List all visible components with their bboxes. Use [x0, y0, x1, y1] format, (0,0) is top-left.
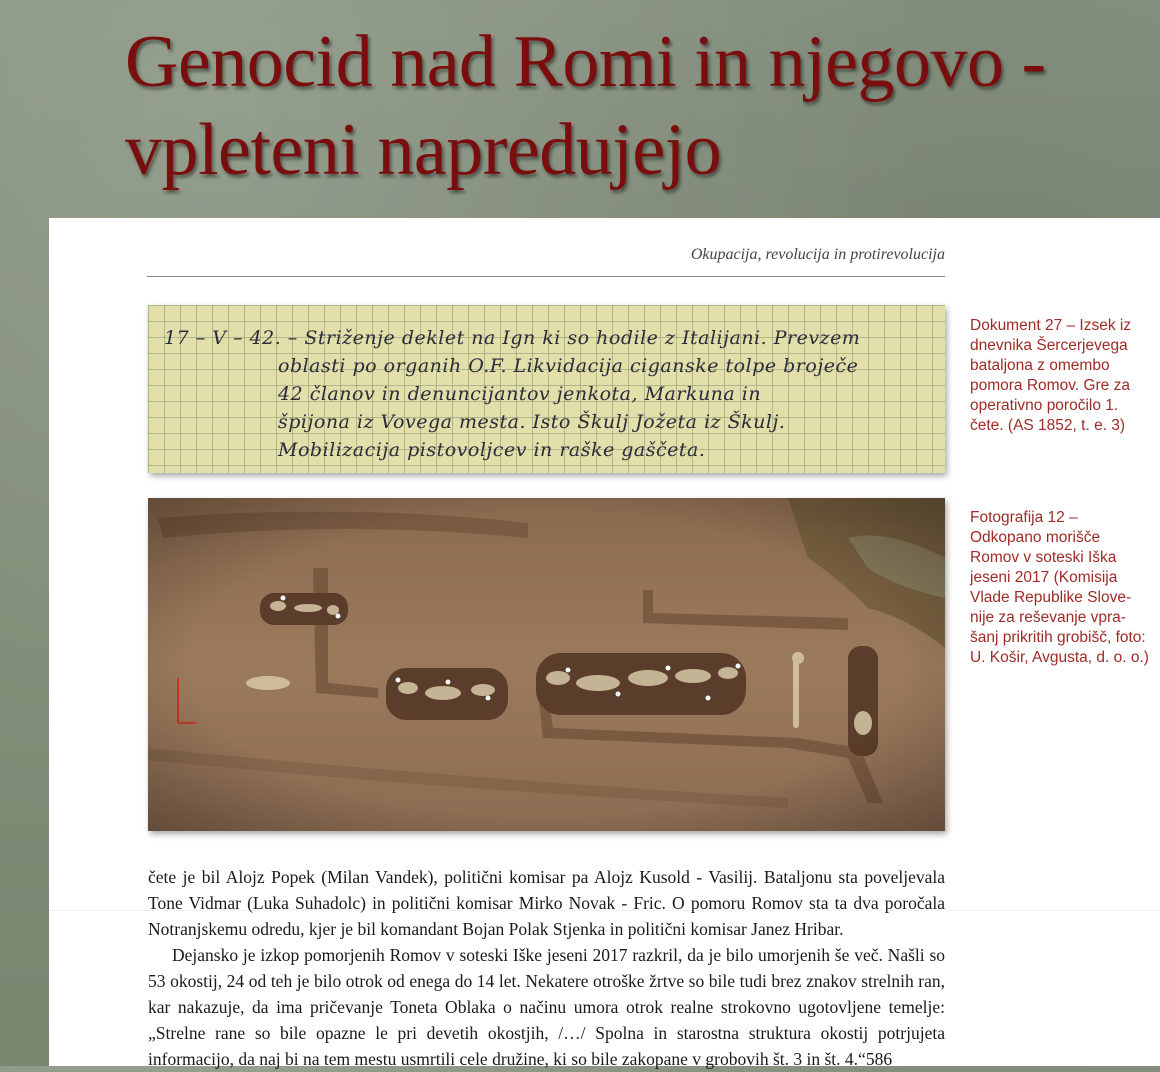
document-caption: Dokument 27 – Izsek iz dnevnika Šercerjevega bataljona z omembo pomora Romov. Gre za operativno poročilo 1. čete. (AS 1852, t. e. 3) [970, 317, 1132, 434]
paragraph: čete je bil Alojz Popek (Milan Vandek), politični komisar pa Alojz Kusold - Vasilij. Bataljonu sta poveljevala Tone Vidmar (Luka Suhadolc) in politični komisar Mirko Novak - Fric. O pomoru Romov sta ta dva poročala Notranjskemu odredu, kjer je bil komandant Bojan Polak Stjenka in politični komisar Janez Hribar. [148, 867, 945, 939]
handwritten-line: 17 – V – 42. – Striženje deklet na Ign ki so hodile z Italijani. Prevzem [164, 327, 861, 349]
handwritten-document-image [148, 305, 945, 473]
body-text [148, 864, 945, 1072]
running-head: Okupacija, revolucija in protirevolucija [690, 246, 945, 263]
handwritten-line: oblasti po organih O.F. Likvidacija ciganske tolpe broječe [278, 355, 859, 377]
book-page [49, 218, 1160, 1069]
divider [49, 910, 1160, 911]
paragraph: Dejansko je izkop pomorjenih Romov v soteski Iške jeseni 2017 razkril, da je bilo umorjenih še več. Našli so 53 okostij, 24 od teh je bilo otrok od enega do 14 let. Nekatere otroške žrtve so bile tudi brez znakov strelnih ran, kar nakazuje, da ima pričevanje Toneta Oblaka o načinu umora otrok realne strokovno ugotovljene temelje: „Strelne rane so bile opazne le pri devetih okostjih, /…/ Spolna in starostna struktura okostij potrjujeta informacijo, da naj bi na tem mestu usmrtili cele družine, ki so bile zakopane v grobovih št. 3 in št. 4.“586 [148, 945, 945, 1069]
handwritten-line: špijona iz Vovega mesta. Isto Škulj Jožeta iz Škulj. [278, 411, 786, 433]
photo-caption: Fotografija 12 – Odkopano morišče Romov v soteski Iška jeseni 2017 (Komisija Vlade Republike Slove-nije za reševanje vpra-šanj prikritih grobišč, foto: U. Košir, Avgusta, d. o. o.) [970, 509, 1149, 666]
slide-title: Genocid nad Romi in njegovo - vpleteni napredujejo [125, 21, 1046, 191]
excavation-photo [148, 498, 945, 831]
header-rule [147, 276, 945, 277]
handwritten-line: 42 članov in denuncijantov jenkota, Markuna in [278, 383, 762, 405]
handwritten-line: Mobilizacija pistovoljcev in raške gaščeta. [278, 439, 706, 461]
